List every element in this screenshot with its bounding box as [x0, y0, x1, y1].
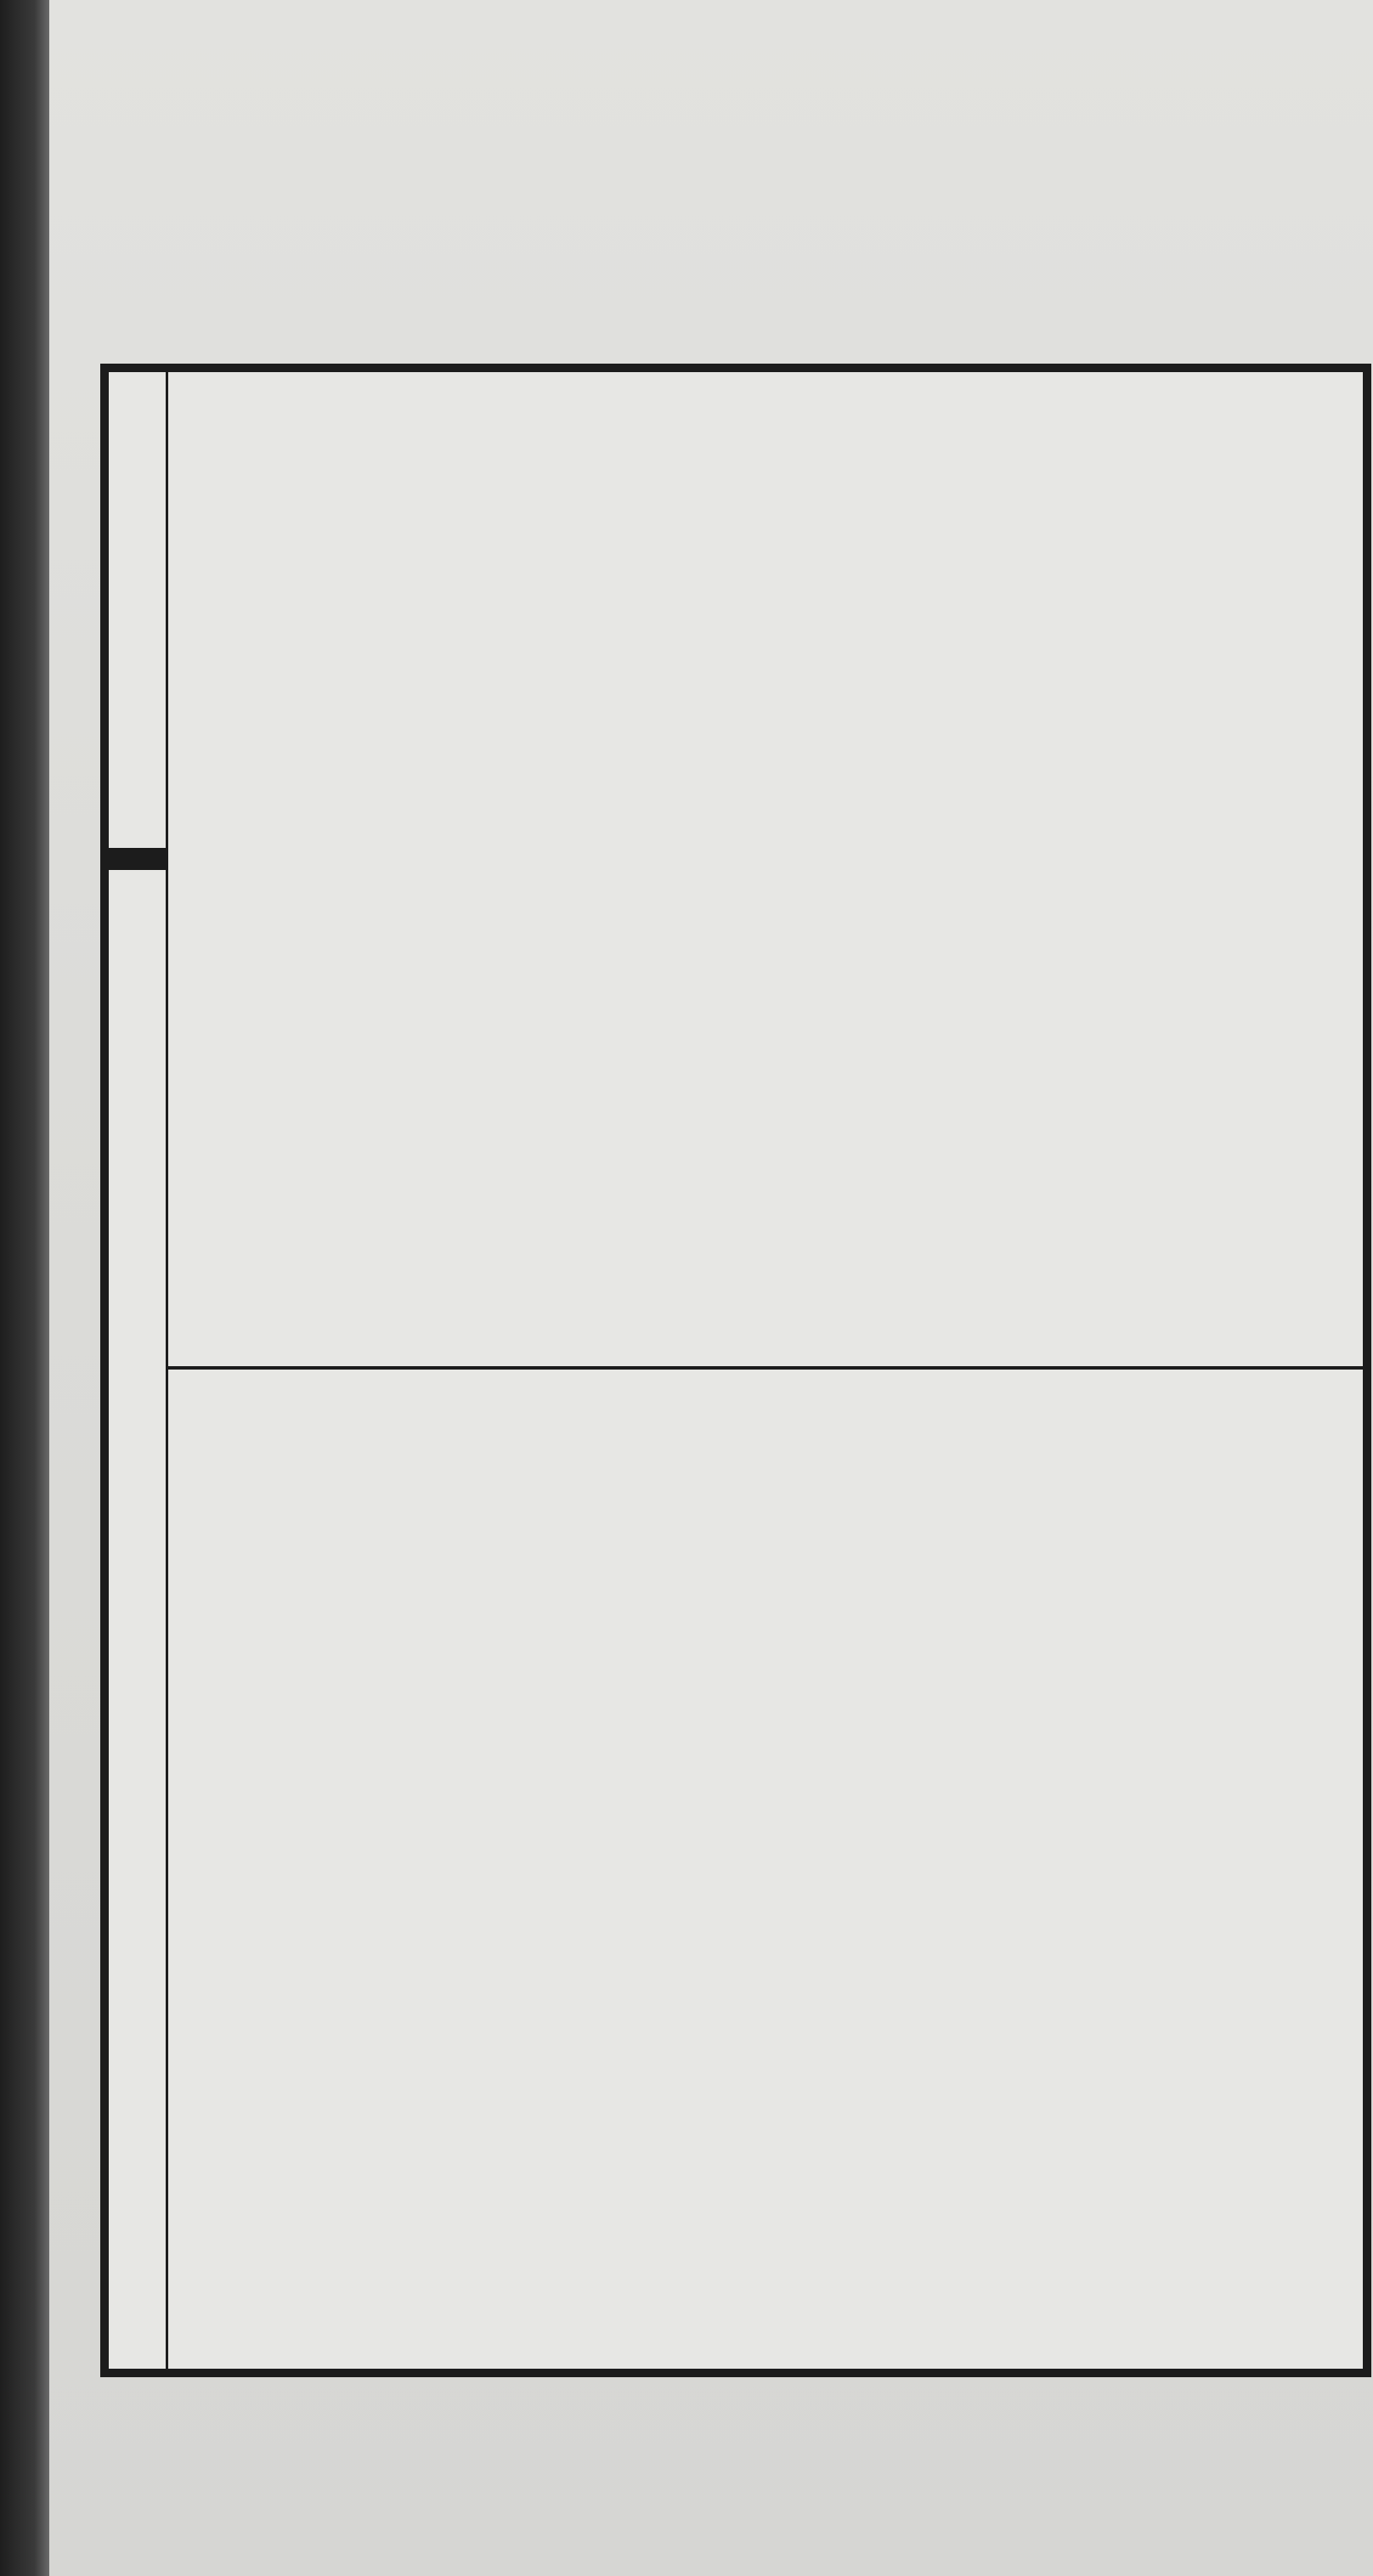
fish-tail-mark [109, 848, 166, 870]
register-divider [168, 1366, 1363, 1370]
page-paper [49, 0, 1373, 2576]
text-frame [100, 364, 1371, 2377]
book-binding [0, 0, 49, 2576]
margin-strip [109, 372, 168, 2369]
